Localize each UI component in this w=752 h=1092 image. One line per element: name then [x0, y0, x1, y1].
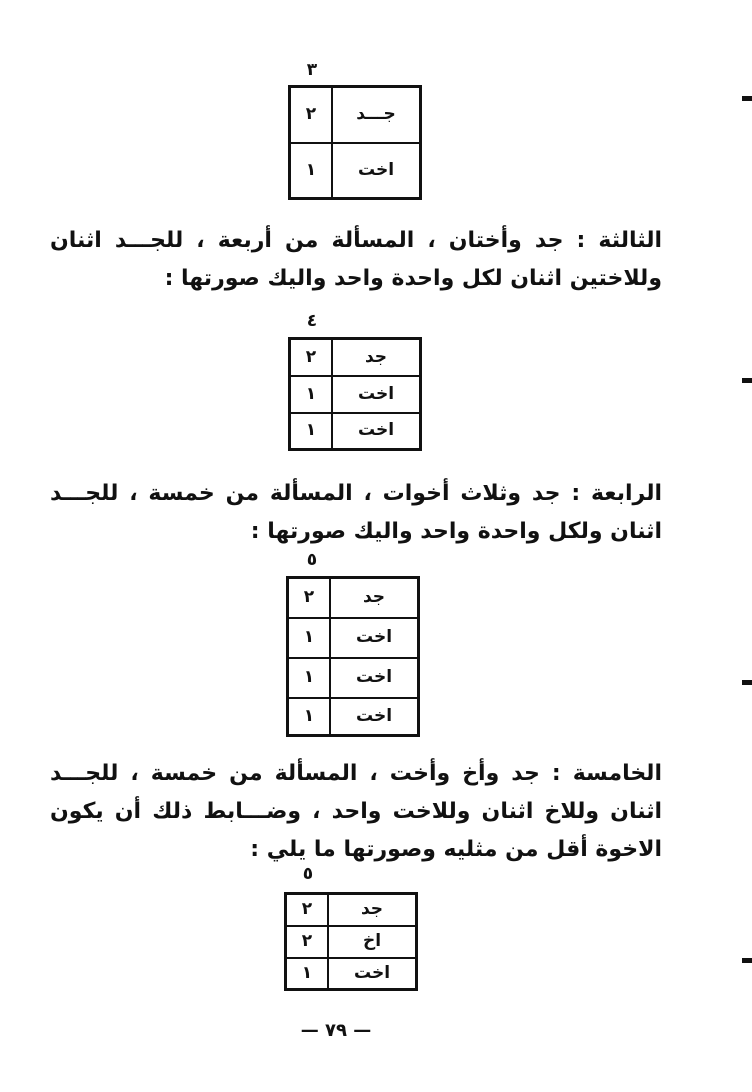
- table-row: [290, 87, 421, 143]
- heir-name-cell: اخت: [328, 958, 417, 990]
- heir-share-cell: ١: [288, 698, 331, 736]
- heir-name-cell: جد: [332, 339, 421, 376]
- heir-name-cell: اخت: [332, 376, 421, 413]
- heir-share-cell: ٢: [290, 87, 333, 143]
- heir-share-cell: ١: [290, 376, 333, 413]
- scan-edge-mark: [742, 680, 752, 685]
- case-paragraph: الخامسة : جد وأخ وأخت ، المسألة من خمسة ، للجـــد اثنان وللاخ اثنان وللاخت واحد ، وضـــابط ذلك أن يكون الاخوة أقل من مثليه وصورتها ما يلي :: [50, 761, 662, 862]
- table-row: [286, 958, 417, 990]
- inheritance-table: [286, 576, 420, 737]
- heir-share-cell: ١: [290, 413, 333, 450]
- case-paragraph: الثالثة : جد وأختان ، المسألة من أربعة ، للجـــد اثنان وللاختين اثنان لكل واحدة واحد واليك صورتها :: [50, 228, 662, 291]
- table-row: [290, 376, 421, 413]
- case-total-number: ٤: [306, 311, 318, 331]
- heir-name-cell: اخ: [328, 926, 417, 958]
- table-row: [286, 894, 417, 926]
- table-row: [288, 578, 419, 618]
- table-row: [288, 698, 419, 736]
- heir-name-cell: جد: [328, 894, 417, 926]
- heir-name-cell: اخت: [330, 698, 419, 736]
- scan-edge-mark: [742, 378, 752, 383]
- heir-share-cell: ٢: [288, 578, 331, 618]
- case-total-number: ٥: [302, 864, 314, 884]
- heir-share-cell: ٢: [290, 339, 333, 376]
- scan-edge-mark: [742, 96, 752, 101]
- case-total-number: ٣: [306, 60, 318, 80]
- table-row: [290, 413, 421, 450]
- heir-name-cell: جـــد: [332, 87, 421, 143]
- case-total-number: ٥: [306, 550, 318, 570]
- table-row: [290, 339, 421, 376]
- heir-name-cell: اخت: [330, 618, 419, 658]
- heir-share-cell: ١: [286, 958, 329, 990]
- scan-edge-mark: [742, 958, 752, 963]
- inheritance-table: [284, 892, 418, 991]
- heir-share-cell: ٢: [286, 926, 329, 958]
- inheritance-table: [288, 337, 422, 451]
- heir-name-cell: اخت: [332, 413, 421, 450]
- heir-share-cell: ١: [290, 143, 333, 199]
- inheritance-table: [288, 85, 422, 200]
- page-number: — ٧٩ —: [300, 1020, 372, 1041]
- heir-share-cell: ١: [288, 618, 331, 658]
- heir-name-cell: اخت: [330, 658, 419, 698]
- table-row: [288, 618, 419, 658]
- table-row: [288, 658, 419, 698]
- heir-name-cell: اخت: [332, 143, 421, 199]
- heir-name-cell: جد: [330, 578, 419, 618]
- table-row: [290, 143, 421, 199]
- table-row: [286, 926, 417, 958]
- case-paragraph: الرابعة : جد وثلاث أخوات ، المسألة من خمسة ، للجـــد اثنان ولكل واحدة واحد واليك صورتها :: [50, 481, 662, 544]
- heir-share-cell: ١: [288, 658, 331, 698]
- heir-share-cell: ٢: [286, 894, 329, 926]
